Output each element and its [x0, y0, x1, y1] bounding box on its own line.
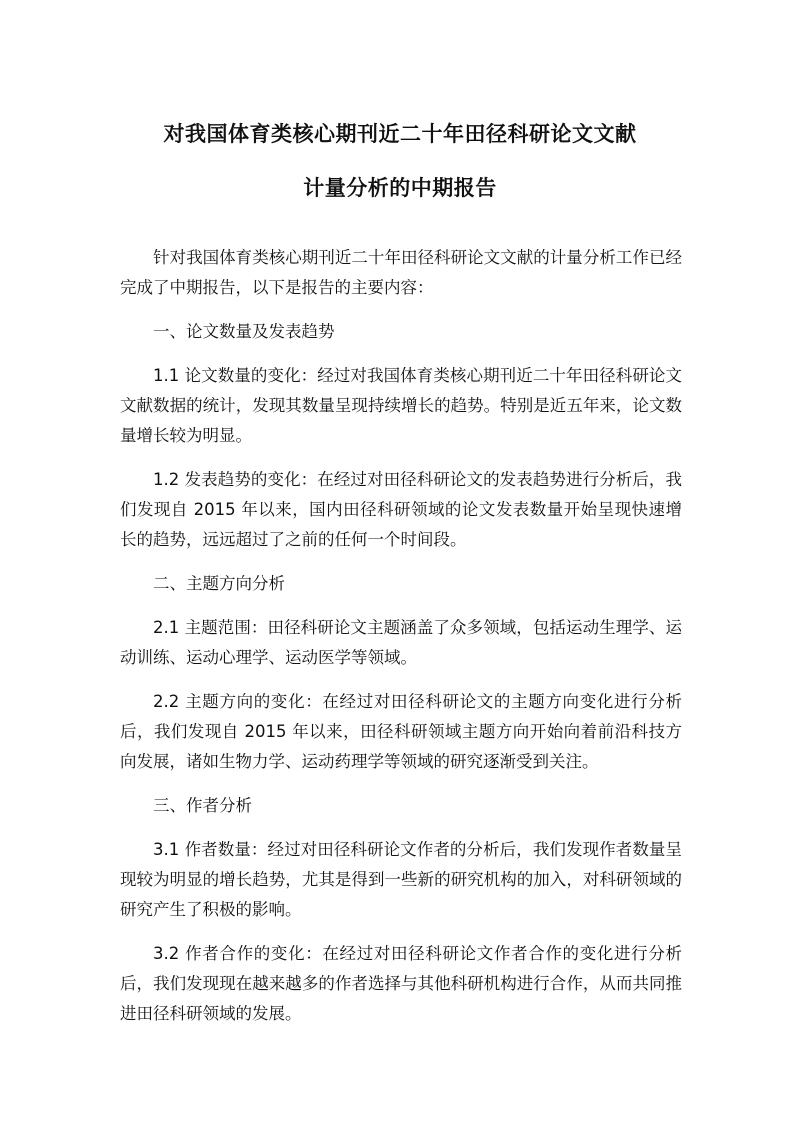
section-3-heading: 三、作者分析 [153, 796, 252, 815]
paragraph-2-1: 2.1 主题范围：田径科研论文主题涵盖了众多领域，包括运动生理学、运动训练、运动心理学、运动医学等领域。 [120, 618, 682, 667]
paragraph-2-2: 2.2 主题方向的变化：在经过对田径科研论文的主题方向变化进行分析后，我们发现自 2015 年以来，田径科研领域主题方向开始向着前沿科技方向发展，诸如生物力学、运动药理学等领域的研究逐渐受到关注。 [120, 692, 682, 771]
section-1-heading: 一、论文数量及发表趋势 [153, 322, 335, 341]
paragraph-1-1: 1.1 论文数量的变化：经过对我国体育类核心期刊近二十年田径科研论文文献数据的统计，发现其数量呈现持续增长的趋势。特别是近五年来，论文数量增长较为明显。 [120, 366, 682, 445]
section-2-heading: 二、主题方向分析 [153, 574, 285, 593]
document-body [120, 243, 682, 1043]
title-line-1: 对我国体育类核心期刊近二十年田径科研论文文献 [163, 122, 637, 146]
paragraph-1-2: 1.2 发表趋势的变化：在经过对田径科研论文的发表趋势进行分析后，我们发现自 2015 年以来，国内田径科研领域的论文发表数量开始呈现快速增长的趋势，远远超过了之前的任何一个时间段。 [120, 470, 682, 549]
paragraph-3-2: 3.2 作者合作的变化：在经过对田径科研论文作者合作的变化进行分析后，我们发现现在越来越多的作者选择与其他科研机构进行合作，从而共同推进田径科研领域的发展。 [120, 944, 682, 1023]
paragraph-3-1: 3.1 作者数量：经过对田径科研论文作者的分析后，我们发现作者数量呈现较为明显的增长趋势，尤其是得到一些新的研究机构的加入，对科研领域的研究产生了积极的影响。 [120, 840, 682, 919]
intro-paragraph: 针对我国体育类核心期刊近二十年田径科研论文文献的计量分析工作已经完成了中期报告，以下是报告的主要内容： [120, 248, 682, 297]
title-line-2: 计量分析的中期报告 [303, 176, 497, 200]
